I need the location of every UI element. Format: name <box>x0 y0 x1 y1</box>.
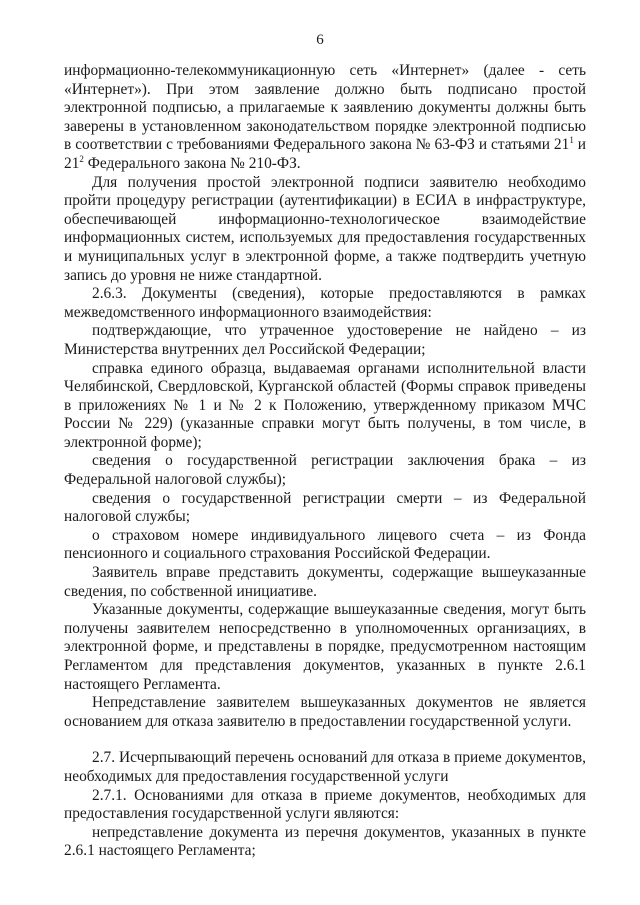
paragraph-2-7-1: 2.7.1. Основаниями для отказа в приеме документов, необходимых для предоставления государственной услуги являются: <box>64 786 586 823</box>
paragraph-14: непредставление документа из перечня документов, указанных в пункте 2.6.1 настоящего Регламента; <box>64 823 586 860</box>
paragraph-10: Указанные документы, содержащие вышеуказанные сведения, могут быть получены заявителем непосредственно в уполномоченных организациях, в электронной форме, и представлены в порядке, предусмотренном настоящим Регламентом для представления документов, указанных в пункте 2.6.1 настоящего Регламента. <box>64 601 586 693</box>
paragraph-5: справка единого образца, выдаваемая органами исполнительной власти Челябинской, Свердловской, Курганской областей (Формы справок приведены в приложениях № 1 и № 2 к Положению, утвержденному приказом МЧС России № 229) (указанные справки могут быть получены, в том числе, в электронной форме); <box>64 359 586 451</box>
page-number: 6 <box>316 32 324 48</box>
paragraph-9: Заявитель вправе представить документы, содержащие вышеуказанные сведения, по собственной инициативе. <box>64 564 586 600</box>
paragraph-8: о страховом номере индивидуального лицевого счета – из Фонда пенсионного и социального страхования Российской Федерации. <box>64 526 586 563</box>
document-body <box>64 62 586 861</box>
paragraph-6: сведения о государственной регистрации заключения брака – из Федеральной налоговой службы); <box>64 452 586 489</box>
paragraph-11: Непредставление заявителем вышеуказанных документов не является основанием для отказа заявителю в предоставлении государственной услуги. <box>64 694 586 730</box>
section-heading-2-7: 2.7. Исчерпывающий перечень оснований для отказа в приеме документов, необходимых для предоставления государственной услуги <box>64 749 586 785</box>
section-spacer <box>64 731 586 749</box>
paragraph-4: подтверждающие, что утраченное удостоверение не найдено – из Министерства внутренних дел Российской Федерации; <box>64 322 586 358</box>
paragraph-1: информационно-телекоммуникационную сеть «Интернет» (далее - сеть «Интернет»). При этом заявление должно быть подписано простой электронной подписью, а прилагаемые к заявлению документы должны быть заверены в установленном законодательством порядке электронной подписью в соответствии с требованиями Федерального закона № 63-ФЗ и статьями $21^1$ и $21^2$ Федерального закона № 210-ФЗ. <box>64 62 586 172</box>
paragraph-2: Для получения простой электронной подписи заявителю необходимо пройти процедуру регистрации (аутентификации) в ЕСИА в инфраструктуре, обеспечивающей информационно-технологическое взаимодействие информационных систем, используемых для предоставления государственных и муниципальных услуг в электронной форме, а также подтвердить учетную запись до уровня не ниже стандартной. <box>64 173 586 284</box>
paragraph-3: 2.6.3. Документы (сведения), которые предоставляются в рамках межведомственного информационного взаимодействия: <box>64 285 586 321</box>
paragraph-7: сведения о государственной регистрации смерти – из Федеральной налоговой службы; <box>64 489 586 526</box>
